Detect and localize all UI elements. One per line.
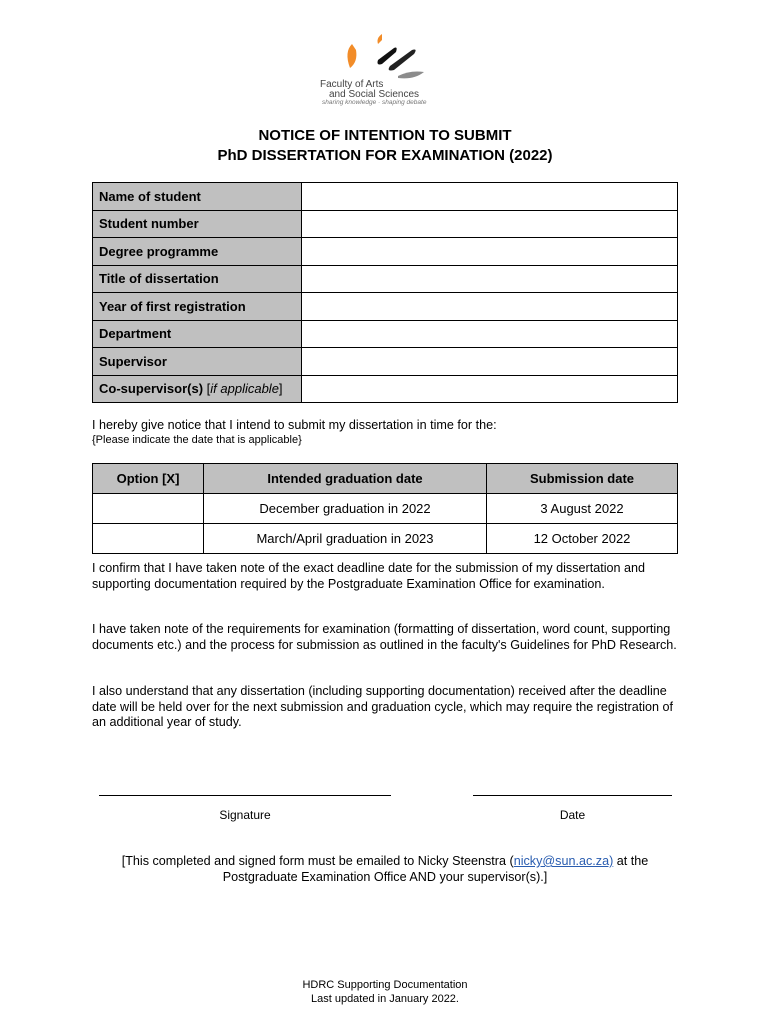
instructions-suffix: at the Postgraduate Examination Office AND your supervisor(s).] <box>222 854 649 884</box>
option-select-cell[interactable] <box>93 494 204 524</box>
page-footer <box>0 978 770 1006</box>
cosupervisor-suffix: ] <box>278 381 283 397</box>
logo-line-2: and Social Sciences <box>329 89 420 100</box>
instructions-prefix: [This completed and signed form must be emailed to Nicky Steenstra ( <box>121 854 514 868</box>
faculty-logo <box>316 32 466 112</box>
logo-black-stroke-1 <box>378 48 397 65</box>
table-row <box>93 348 678 376</box>
paragraph-confirm: I confirm that I have taken note of the exact deadline date for the submission of my dissertation and supporting documentation required by the Postgraduate Examination Office for examination. <box>92 561 646 591</box>
supervisor-field[interactable] <box>302 348 678 376</box>
column-header: Submission date <box>487 464 678 494</box>
table-row <box>93 494 678 524</box>
table-row <box>93 293 678 321</box>
table-row <box>93 375 678 403</box>
graduation-options-table <box>92 463 678 554</box>
field-label: Department <box>93 320 302 348</box>
cosupervisor-note: if applicable <box>210 381 279 397</box>
table-row <box>93 265 678 293</box>
cosupervisor-prefix: [ <box>203 381 211 397</box>
signature-label: Signature <box>219 808 271 822</box>
department-field[interactable] <box>302 320 678 348</box>
submission-instructions <box>92 853 678 885</box>
notice-hint: {Please indicate the date that is applicable} <box>92 434 302 446</box>
logo-grey-stroke <box>398 72 424 79</box>
table-header-row <box>93 464 678 494</box>
paragraph-requirements: I have taken note of the requirements for examination (formatting of dissertation, word count, supporting documents etc.) and the process for submission as outlined in the faculty's Guidelines for PhD Research. <box>92 622 677 652</box>
field-label: Year of first registration <box>93 293 302 321</box>
cosupervisor-field[interactable] <box>302 375 678 403</box>
field-label <box>93 375 302 403</box>
student-number-field[interactable] <box>302 210 678 238</box>
cosupervisor-label: Co-supervisor(s) <box>99 381 204 397</box>
logo-wordmark <box>320 80 419 100</box>
submission-date-cell: 12 October 2022 <box>487 524 678 554</box>
date-label: Date <box>559 808 586 822</box>
year-of-first-registration-field[interactable] <box>302 293 678 321</box>
graduation-date-cell: March/April graduation in 2023 <box>204 524 487 554</box>
field-label: Supervisor <box>93 348 302 376</box>
logo-orange-stroke <box>378 34 383 44</box>
field-label: Degree programme <box>93 238 302 266</box>
paragraph-understand: I also understand that any dissertation (including supporting documentation) received after the deadline date will be held over for the next submission and graduation cycle, which may require the registration of an additional year of study. <box>92 684 674 729</box>
option-select-cell[interactable] <box>93 524 204 554</box>
table-row <box>93 183 678 211</box>
title-of-dissertation-field[interactable] <box>302 265 678 293</box>
degree-programme-field[interactable] <box>302 238 678 266</box>
table-row <box>93 238 678 266</box>
table-row <box>93 320 678 348</box>
page-title <box>0 126 770 166</box>
title-line-1: NOTICE OF INTENTION TO SUBMIT <box>258 127 512 144</box>
table-row <box>93 524 678 554</box>
graduation-date-cell: December graduation in 2022 <box>204 494 487 524</box>
column-header: Option [X] <box>93 464 204 494</box>
student-info-table <box>92 182 678 403</box>
signature-line[interactable] <box>99 795 391 796</box>
logo-line-1: Faculty of Arts <box>320 79 384 90</box>
footer-line-1: HDRC Supporting Documentation <box>302 979 468 991</box>
email-link[interactable]: nicky@sun.ac.za) <box>513 854 614 868</box>
logo-orange-shape <box>347 44 356 68</box>
date-line[interactable] <box>473 795 672 796</box>
logo-mark <box>338 32 428 82</box>
table-row <box>93 210 678 238</box>
logo-tagline: sharing knowledge · shaping debate <box>322 99 427 106</box>
title-line-2: PhD DISSERTATION FOR EXAMINATION (2022) <box>217 147 553 164</box>
field-label: Student number <box>93 210 302 238</box>
column-header: Intended graduation date <box>204 464 487 494</box>
footer-line-2: Last updated in January 2022. <box>310 993 459 1005</box>
submission-date-cell: 3 August 2022 <box>487 494 678 524</box>
name-of-student-field[interactable] <box>302 183 678 211</box>
field-label: Name of student <box>93 183 302 211</box>
notice-text: I hereby give notice that I intend to submit my dissertation in time for the: <box>92 418 497 432</box>
field-label: Title of dissertation <box>93 265 302 293</box>
